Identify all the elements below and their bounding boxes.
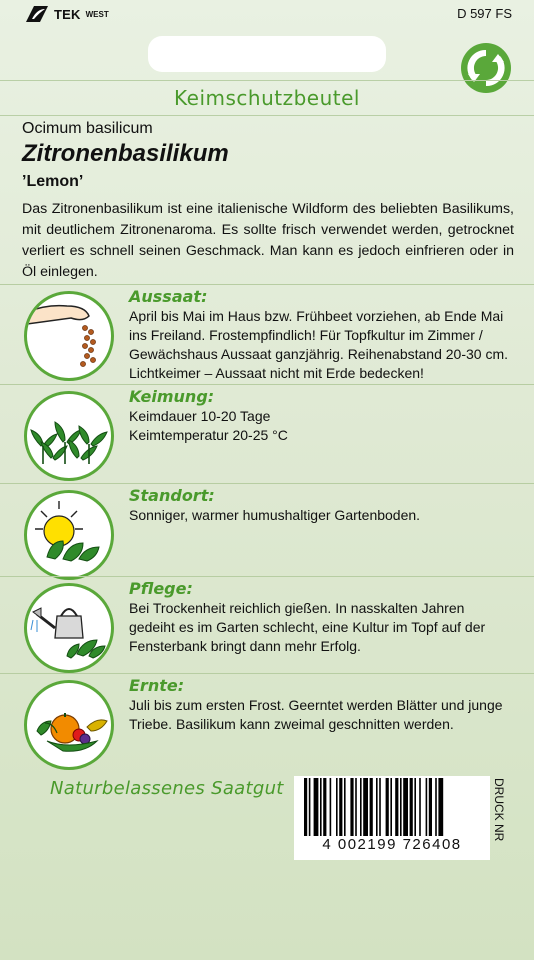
barcode-bar xyxy=(320,778,322,836)
barcode-bar xyxy=(390,778,392,836)
druck-nr: DRUCK NR xyxy=(492,778,506,842)
watering-icon-circle xyxy=(24,583,114,673)
barcode-bar xyxy=(304,778,307,836)
latin-name: Ocimum basilicum xyxy=(22,120,153,137)
sun-icon-circle xyxy=(24,490,114,580)
barcode-bar xyxy=(360,778,362,836)
barcode-bar xyxy=(370,778,373,836)
barcode-bar xyxy=(426,778,428,836)
section-keimung xyxy=(0,384,534,484)
harvest-icon-circle xyxy=(24,680,114,770)
intro-text: Das Zitronenbasilikum ist eine italienische Wildform des beliebten Basilikums, mit deutlichem Zitronenaroma. Es sollte frisch verwendet werden, getrocknet verliert es schnell seinen Geschmack. Man kann es jedoch einfrieren oder in Öl einlegen. xyxy=(22,201,514,280)
barcode-bars xyxy=(304,778,480,836)
brand-sub: WEST xyxy=(85,9,109,19)
section-ernte xyxy=(0,673,534,773)
barcode-bar xyxy=(400,778,402,836)
section-standort xyxy=(0,483,534,583)
brand-name: TEK xyxy=(54,6,81,22)
section-title: Ernte: xyxy=(129,676,185,695)
barcode-bar xyxy=(344,778,346,836)
label-field xyxy=(148,36,386,72)
barcode-bar xyxy=(403,778,408,836)
brand-logo xyxy=(24,4,109,24)
section-text: April bis Mai im Haus bzw. Frühbeet vorziehen, ab Ende Mai ins Freiland. Frostempfindlich! Für Topfkultur im Zimmer / Gewächshaus Aussaat ganzjährig. Reihenabstand 20-30 cm. Lichtkeimer – Aussaat nicht mit Erde bedecken! xyxy=(129,308,509,381)
barcode-bar xyxy=(410,778,413,836)
section-title: Standort: xyxy=(129,486,215,505)
product-name: Zitronenbasilikum xyxy=(22,140,229,167)
leaf-logo-icon xyxy=(24,4,50,24)
section-text: Bei Trockenheit reichlich gießen. In nasskalten Jahren gedeiht es im Garten schlecht, eine Kultur im Topf auf der Fensterbank bringt dann mehr Erfolg. xyxy=(129,600,486,654)
sowing-icon-circle xyxy=(24,291,114,381)
barcode-bar xyxy=(376,778,378,836)
barcode-bar xyxy=(395,778,398,836)
sun-plant-icon xyxy=(27,493,111,577)
sowing-hand-icon xyxy=(27,294,111,378)
barcode-bar xyxy=(309,778,311,836)
section-title: Keimung: xyxy=(129,387,215,406)
section-text: Sonniger, warmer humushaltiger Gartenboden. xyxy=(129,507,421,523)
barcode-bar xyxy=(336,778,338,836)
barcode xyxy=(294,776,490,860)
banner-keimschutzbeutel: Keimschutzbeutel xyxy=(0,80,534,116)
barcode-bar xyxy=(414,778,416,836)
naturbelassenes-saatgut: Naturbelassenes Saatgut xyxy=(50,778,284,799)
barcode-bar xyxy=(330,778,332,836)
barcode-bar xyxy=(379,778,381,836)
barcode-bar xyxy=(314,778,319,836)
seedlings-icon xyxy=(27,394,111,478)
section-aussaat xyxy=(0,284,534,384)
section-text: Keimdauer 10-20 Tage Keimtemperatur 20-25 °C xyxy=(129,408,288,443)
barcode-bar xyxy=(419,778,421,836)
barcode-bar xyxy=(355,778,357,836)
watering-can-icon xyxy=(27,586,111,670)
barcode-bar xyxy=(386,778,389,836)
section-title: Aussaat: xyxy=(129,287,208,306)
barcode-bar xyxy=(323,778,326,836)
barcode-bar xyxy=(350,778,353,836)
seedlings-icon-circle xyxy=(24,391,114,481)
harvest-basket-icon xyxy=(27,683,111,767)
section-pflege xyxy=(0,576,534,676)
section-title: Pflege: xyxy=(129,579,193,598)
barcode-bar xyxy=(435,778,437,836)
barcode-bar xyxy=(339,778,342,836)
product-code: D 597 FS xyxy=(457,6,512,21)
barcode-bar xyxy=(438,778,443,836)
top-bar xyxy=(0,0,534,28)
barcode-bar xyxy=(363,778,368,836)
section-text: Juli bis zum ersten Frost. Geerntet werden Blätter und junge Triebe. Basilikum kann zweimal geschnitten werden. xyxy=(129,697,503,732)
barcode-number: 4 002199 726408 xyxy=(322,836,462,853)
variety-name: ’Lemon’ xyxy=(22,173,84,190)
barcode-bar xyxy=(429,778,432,836)
